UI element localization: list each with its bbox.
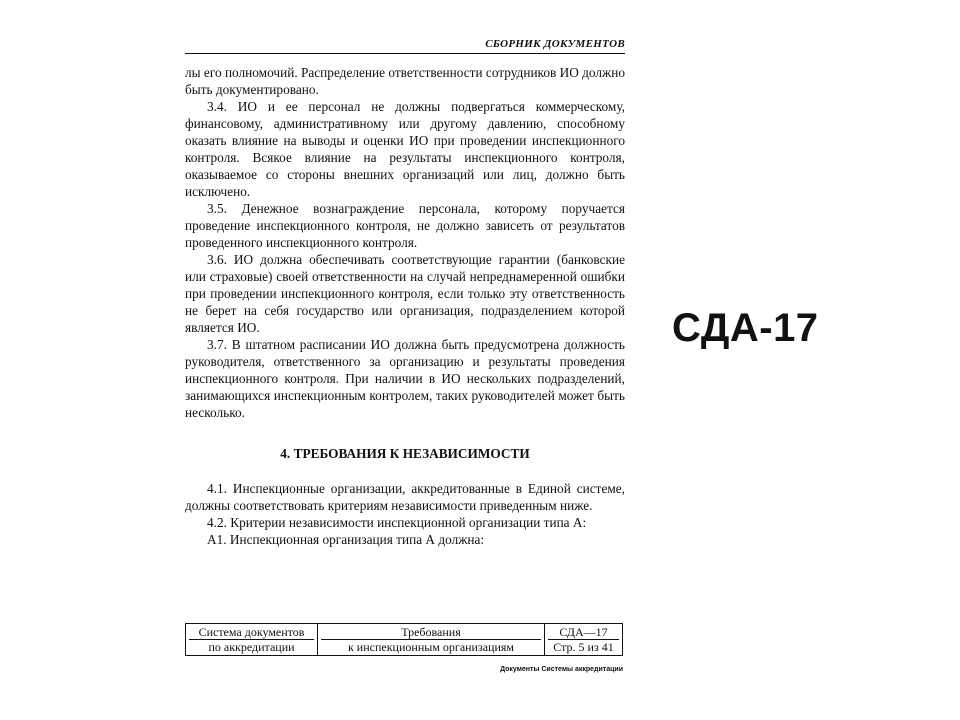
footer-system-line2: по аккредитации (208, 640, 295, 654)
footer-requirements-line1: Требования (321, 625, 541, 640)
paragraph-a1: А1. Инспекционная организация типа А должна: (207, 532, 485, 547)
footer-system-line1: Система документов (189, 625, 314, 640)
header-rule (185, 53, 625, 54)
document-body (185, 64, 625, 548)
paragraph-3-7: 3.7. В штатном расписании ИО должна быть предусмотрена должность руководителя, ответственного за организацию и результаты проведения инспекционного контроля. При наличии в ИО нескольких подразделений, занимающихся инспекционным контролем, таких руководителей может быть несколько. (185, 337, 625, 420)
paragraph-3-4: 3.4. ИО и ее персонал не должны подвергаться коммерческому, финансовому, административному или другому давлению, способному оказать влияние на выводы и оценки ИО при проведении инспекционного контроля. Всякое влияние на результаты инспекционного контроля, оказываемое со стороны внешних организаций или лиц, должно быть исключено. (185, 99, 625, 199)
running-head: СБОРНИК ДОКУМЕНТОВ (485, 38, 625, 50)
footer-requirements-line2: к инспекционным организациям (347, 640, 515, 654)
paragraph-4-1: 4.1. Инспекционные организации, аккредитованные в Единой системе, должны соответствовать критериям независимости приведенным ниже. (185, 481, 625, 513)
paragraph-3-5: 3.5. Денежное вознаграждение персонала, которому поручается проведение инспекционного контроля, не должно зависеть от результатов проведенного инспекционного контроля. (185, 201, 625, 250)
paragraph-continuation: лы его полномочий. Распределение ответственности сотрудников ИО должно быть документировано. (185, 65, 625, 97)
footer-cell-system (186, 624, 318, 656)
paragraph-3-6: 3.6. ИО должна обеспечивать соответствующие гарантии (банковские или страховые) своей ответственности на случай непреднамеренной ошибки при проведении инспекционного контроля, если только эту ответственность не берет на себя государство или организация, подразделением которой является ИО. (185, 252, 625, 335)
footer-code: СДА—17 (548, 625, 619, 640)
footer-page-number: Стр. 5 из 41 (553, 640, 614, 654)
document-code-label: СДА-17 (672, 306, 819, 350)
footer-table (185, 623, 623, 656)
footer-cell-code (545, 624, 623, 656)
footer-cell-requirements (318, 624, 545, 656)
paragraph-4-2: 4.2. Критерии независимости инспекционной организации типа А: (207, 515, 587, 530)
footer-note: Документы Системы аккредитации (500, 666, 623, 673)
section-title: 4. ТРЕБОВАНИЯ К НЕЗАВИСИМОСТИ (280, 446, 530, 461)
